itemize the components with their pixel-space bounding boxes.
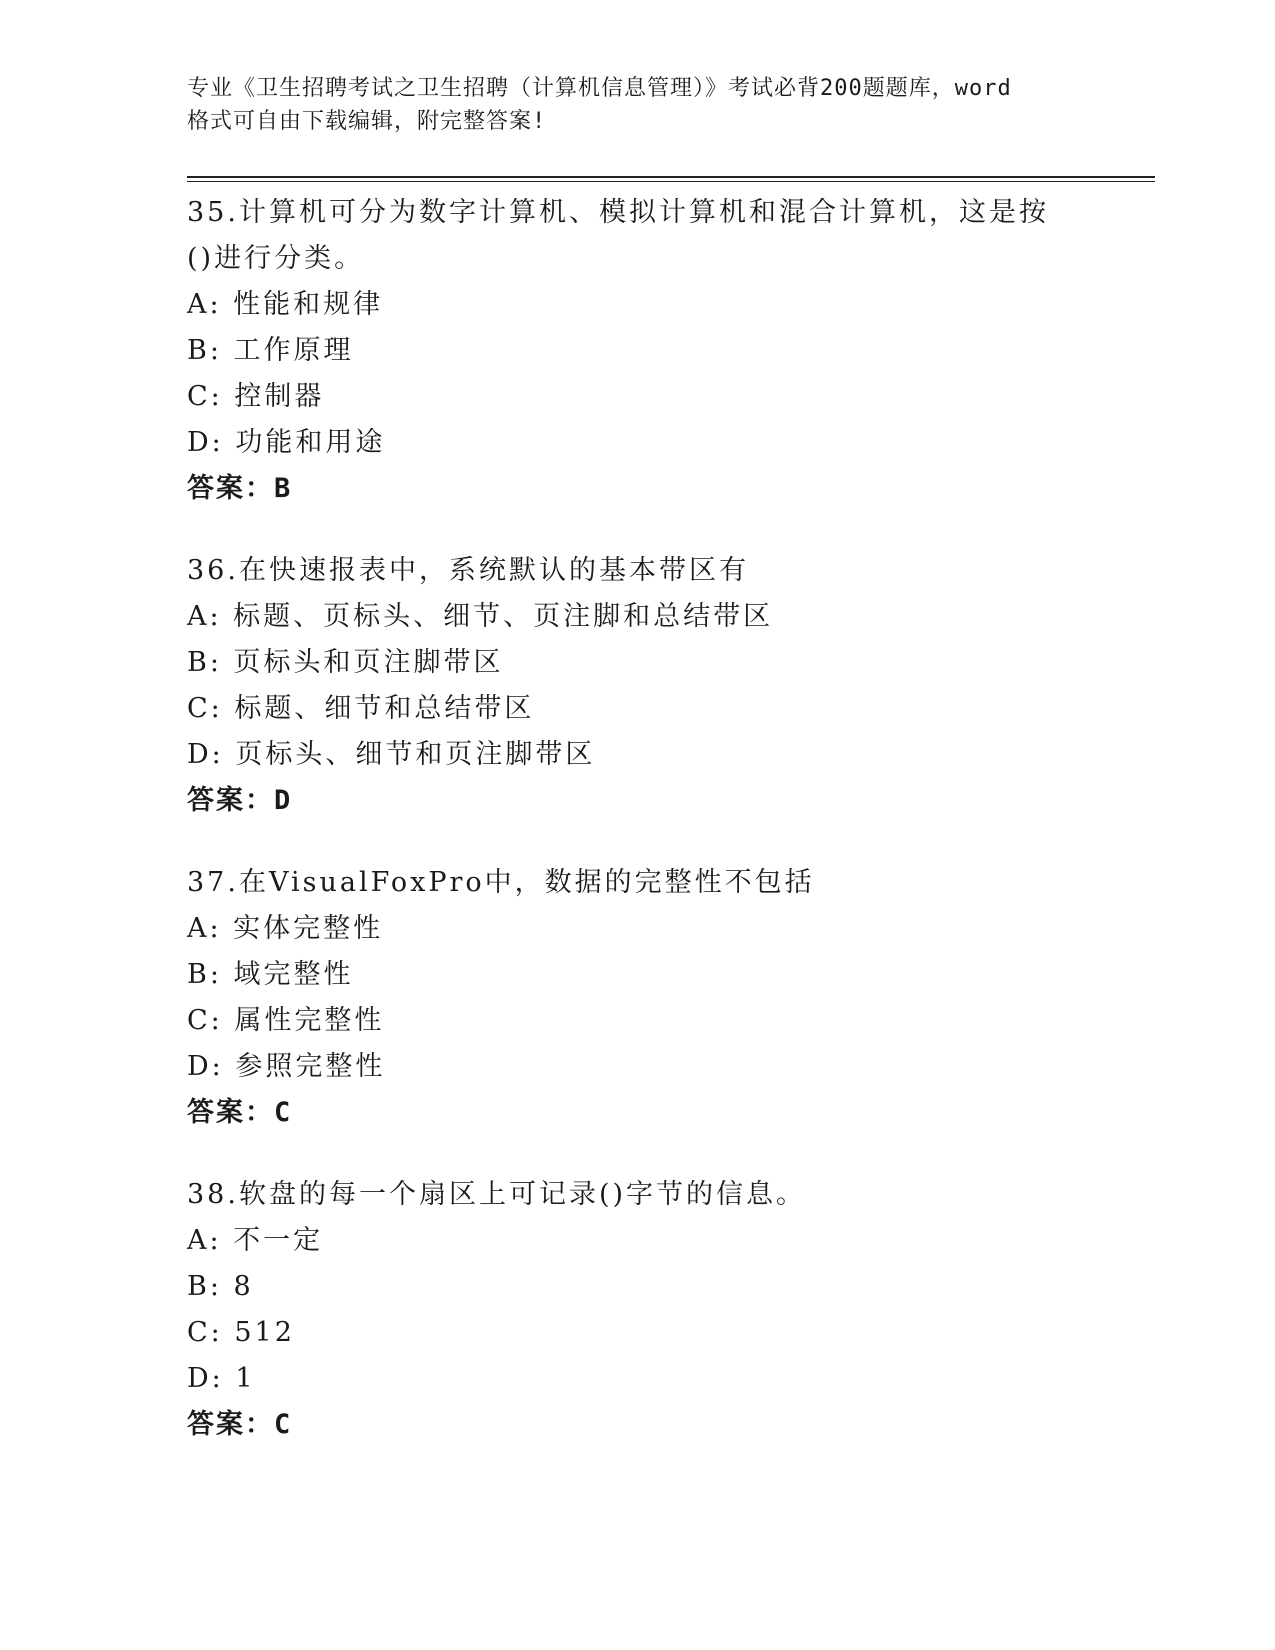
question-36 [187, 548, 1087, 824]
option-b: B: 8 [187, 1271, 254, 1302]
option-b: B: 工作原理 [187, 335, 354, 366]
answer-label: 答案：C [187, 1409, 293, 1440]
header-divider-thin [187, 181, 1155, 182]
option-c: C: 512 [187, 1317, 295, 1348]
question-37 [187, 860, 1087, 1136]
header-divider-thick [187, 176, 1155, 178]
option-a: A: 标题、页标头、细节、页注脚和总结带区 [187, 601, 774, 632]
question-38 [187, 1172, 1087, 1448]
question-list [187, 190, 1087, 1484]
header-line-2: 格式可自由下载编辑，附完整答案! [187, 109, 547, 134]
question-stem: 35.计算机可分为数字计算机、模拟计算机和混合计算机，这是按()进行分类。 [187, 197, 1049, 274]
option-d: D: 页标头、细节和页注脚带区 [187, 739, 596, 770]
question-stem: 37.在VisualFoxPro中，数据的完整性不包括 [187, 867, 815, 898]
option-b: B: 页标头和页注脚带区 [187, 647, 504, 678]
option-a: A: 性能和规律 [187, 289, 384, 320]
answer-label: 答案：D [187, 785, 293, 816]
option-a: A: 不一定 [187, 1225, 324, 1256]
option-c: C: 标题、细节和总结带区 [187, 693, 535, 724]
question-35 [187, 190, 1087, 512]
option-d: D: 功能和用途 [187, 427, 386, 458]
option-d: D: 1 [187, 1363, 256, 1394]
option-c: C: 控制器 [187, 381, 325, 412]
answer-label: 答案：C [187, 1097, 293, 1128]
answer-label: 答案：B [187, 473, 293, 504]
question-stem: 36.在快速报表中，系统默认的基本带区有 [187, 555, 749, 586]
option-d: D: 参照完整性 [187, 1051, 386, 1082]
option-c: C: 属性完整性 [187, 1005, 385, 1036]
header-line-1: 专业《卫生招聘考试之卫生招聘（计算机信息管理）》考试必背200题题库，word [187, 76, 1012, 101]
option-a: A: 实体完整性 [187, 913, 384, 944]
option-b: B: 域完整性 [187, 959, 354, 990]
question-stem: 38.软盘的每一个扇区上可记录()字节的信息。 [187, 1179, 807, 1210]
document-header [187, 72, 1087, 138]
